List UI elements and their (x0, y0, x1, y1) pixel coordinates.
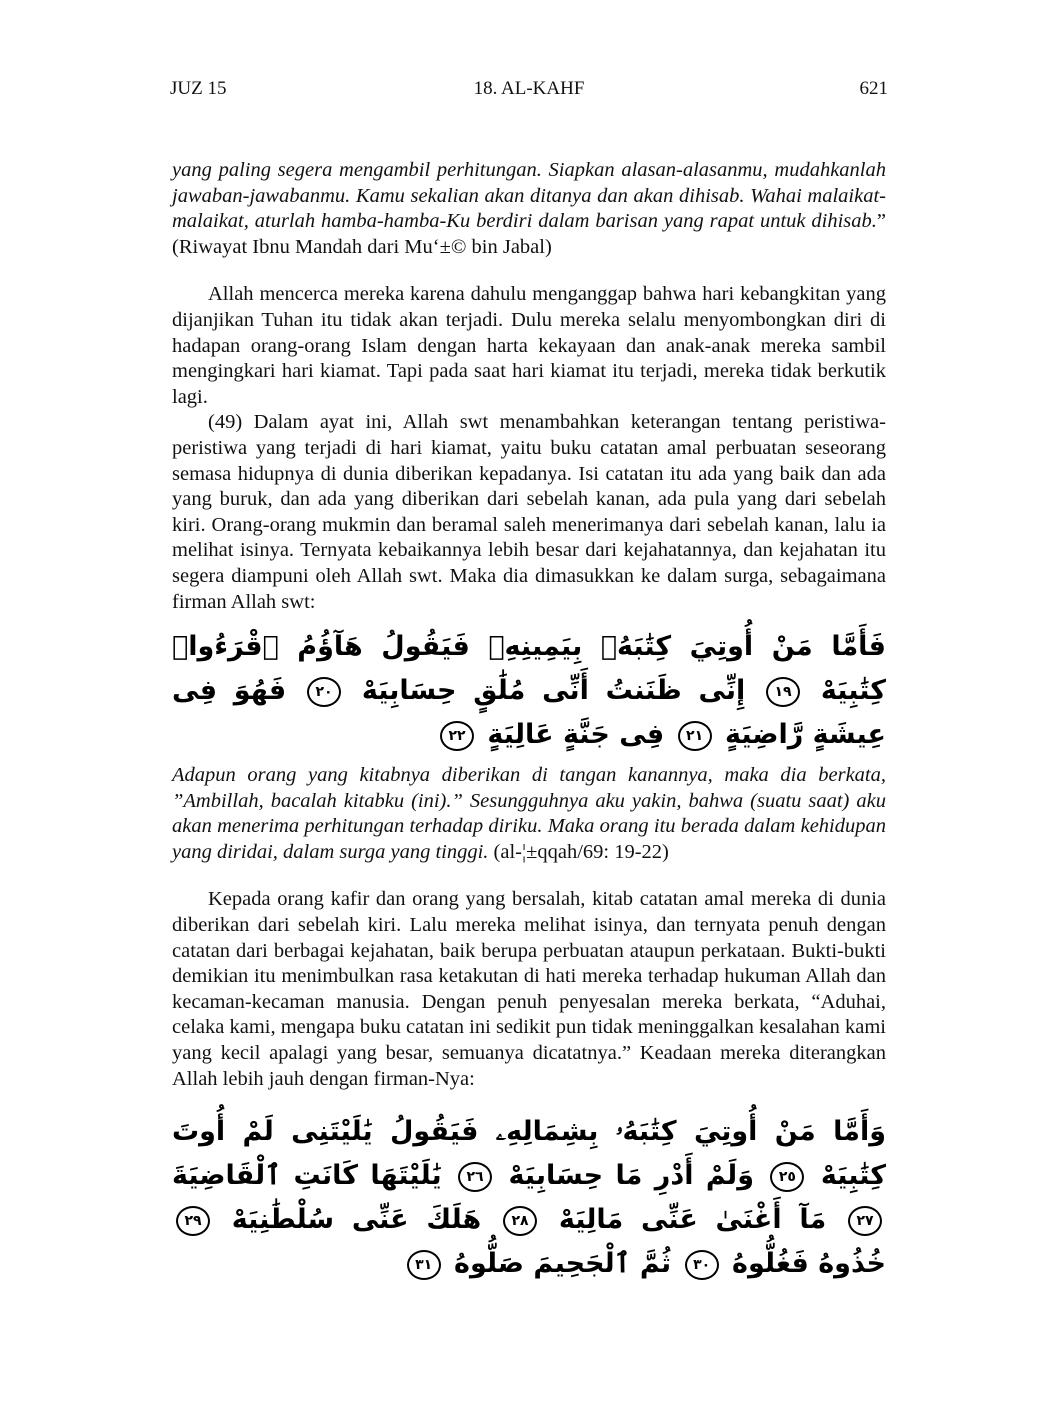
arabic-text: هَلَكَ عَنِّى سُلْطَٰنِيَهْ (231, 1204, 482, 1236)
translation-source: (al-¦±qqah/69: 19-22) (488, 840, 669, 863)
paragraph-1: Allah mencerca mereka karena dahulu menganggap bahwa hari kebangkitan yang dijanjikan Tuhan itu tidak akan terjadi. Dulu mereka selalu menyombongkan diri di hadapan orang-orang Islam dengan harta kekayaan dan anak-anak mereka sambil mengingkari hari kiamat. Tapi pada saat hari kiamat itu terjadi, mereka tidak berkutik lagi. (172, 283, 886, 408)
quran-verse-block-2 (172, 1110, 886, 1286)
surah-title: 18. AL-KAHF (473, 78, 585, 99)
paragraph-2: (49) Dalam ayat ini, Allah swt menambahkan keterangan tentang peristiwa-peristiwa yang terjadi di hari kiamat, yaitu buku catatan amal perbuatan seseorang semasa hidupnya di dunia diberikan kepadanya. Isi catatan itu ada yang baik dan ada yang buruk, dan ada yang diberikan dari sebelah kanan, ada pula yang dari sebelah kiri. Orang-orang mukmin dan beramal saleh menerimanya dari sebelah kanan, lalu ia melihat isinya. Ternyata kebaikannya lebih besar dari kejahatannya, dan kejahatan itu segera diampuni oleh Allah swt. Maka dia dimasukkan ke dalam surga, sebagaimana firman Allah swt: (172, 411, 886, 613)
ayah-number-marker: ٢١ (678, 721, 712, 751)
translation-text: Adapun orang yang kitabnya diberikan di tangan kanannya, maka dia berkata, ”Ambillah, bacalah kitabku (ini).” Sesungguhnya aku yakin, bahwa (suatu saat) aku akan menerima perhitungan terhadap diriku. Maka orang itu berada dalam kehidupan yang diridai, dalam surga yang tinggi. (172, 764, 886, 863)
translation-1 (172, 763, 886, 865)
hadith-quote: yang paling segera mengambil perhitungan. Siapkan alasan-alasanmu, mudahkanlah jawaban-jawabanmu. Kamu sekalian akan ditanya dan akan dihisab. Wahai malaikat-malaikat, aturlah hamba-hamba-Ku berdiri dalam barisan yang rapat untuk dihisab. (172, 159, 886, 233)
arabic-text: وَأَمَّا مَنْ أُوتِيَ كِتَٰبَهُۥ بِشِمَالِهِۦ فَيَقُولُ يَٰلَيْتَنِى لَمْ أُوتَ كِتَٰبِيَهْ (172, 1116, 886, 1192)
ayah-number-marker: ٢٥ (770, 1162, 804, 1192)
quran-verse-block-1 (172, 625, 886, 757)
arabic-text: فِى جَنَّةٍ عَالِيَةٍ (487, 719, 665, 751)
ayah-number-marker: ٢٧ (848, 1206, 882, 1236)
ayah-number-marker: ٢٩ (176, 1206, 210, 1236)
quote-continuation (172, 158, 886, 260)
arabic-text: وَلَمْ أَدْرِ مَا حِسَابِيَهْ (508, 1160, 754, 1192)
paragraph-3: Kepada orang kafir dan orang yang bersalah, kitab catatan amal mereka di dunia diberikan dari sebelah kiri. Lalu mereka melihat isinya, dan ternyata penuh dengan catatan dari berbagai kejahatan, baik berupa perbuatan ataupun perkataan. Bukti-bukti demikian itu menimbulkan rasa ketakutan di hati mereka terhadap hukuman Allah dan kecaman-kecaman manusia. Dengan penuh penyesalan mereka berkata, “Aduhai, celaka kami, mengapa buku catatan ini sedikit pun tidak meninggalkan kesalahan kami yang kecil apalagi yang besar, semuanya dicatatnya.” Keadaan mereka diterangkan Allah lebih jauh dengan firman-Nya: (172, 888, 886, 1090)
ayah-number-marker: ٢٠ (307, 677, 341, 707)
arabic-text: خُذُوهُ فَغُلُّوهُ (732, 1248, 886, 1280)
page-number: 621 (859, 78, 888, 99)
arabic-text: مَآ أَغْنَىٰ عَنِّى مَالِيَهْ (558, 1204, 827, 1236)
arabic-text: فَأَمَّا مَنْ أُوتِيَ كِتَٰبَهُۥ بِيَمِينِهِۦ فَيَقُولُ هَآؤُمُ ٱقْرَءُوا۟ كِتَٰبِيَهْ (172, 631, 886, 707)
ayah-number-marker: ٢٨ (503, 1206, 537, 1236)
page-header (170, 76, 888, 102)
hadith-source: ” (Riwayat Ibnu Mandah dari Mu‘±© bin Jabal) (172, 210, 886, 258)
arabic-text: ثُمَّ ٱلْجَحِيمَ صَلُّوهُ (454, 1248, 672, 1280)
arabic-text: إِنِّى ظَنَنتُ أَنِّى مُلَٰقٍ حِسَابِيَهْ (361, 675, 746, 707)
ayah-number-marker: ٢٦ (458, 1162, 492, 1192)
arabic-text: فَهُوَ فِى عِيشَةٍ رَّاضِيَةٍ (172, 675, 886, 751)
juz-label: JUZ 15 (170, 78, 227, 99)
ayah-number-marker: ٣٠ (685, 1250, 719, 1280)
arabic-text: يَٰلَيْتَهَا كَانَتِ ٱلْقَاضِيَةَ (172, 1160, 442, 1192)
ayah-number-marker: ٣١ (407, 1250, 441, 1280)
page-body (172, 158, 886, 1292)
ayah-number-marker: ٢٢ (440, 721, 474, 751)
ayah-number-marker: ١٩ (766, 677, 800, 707)
